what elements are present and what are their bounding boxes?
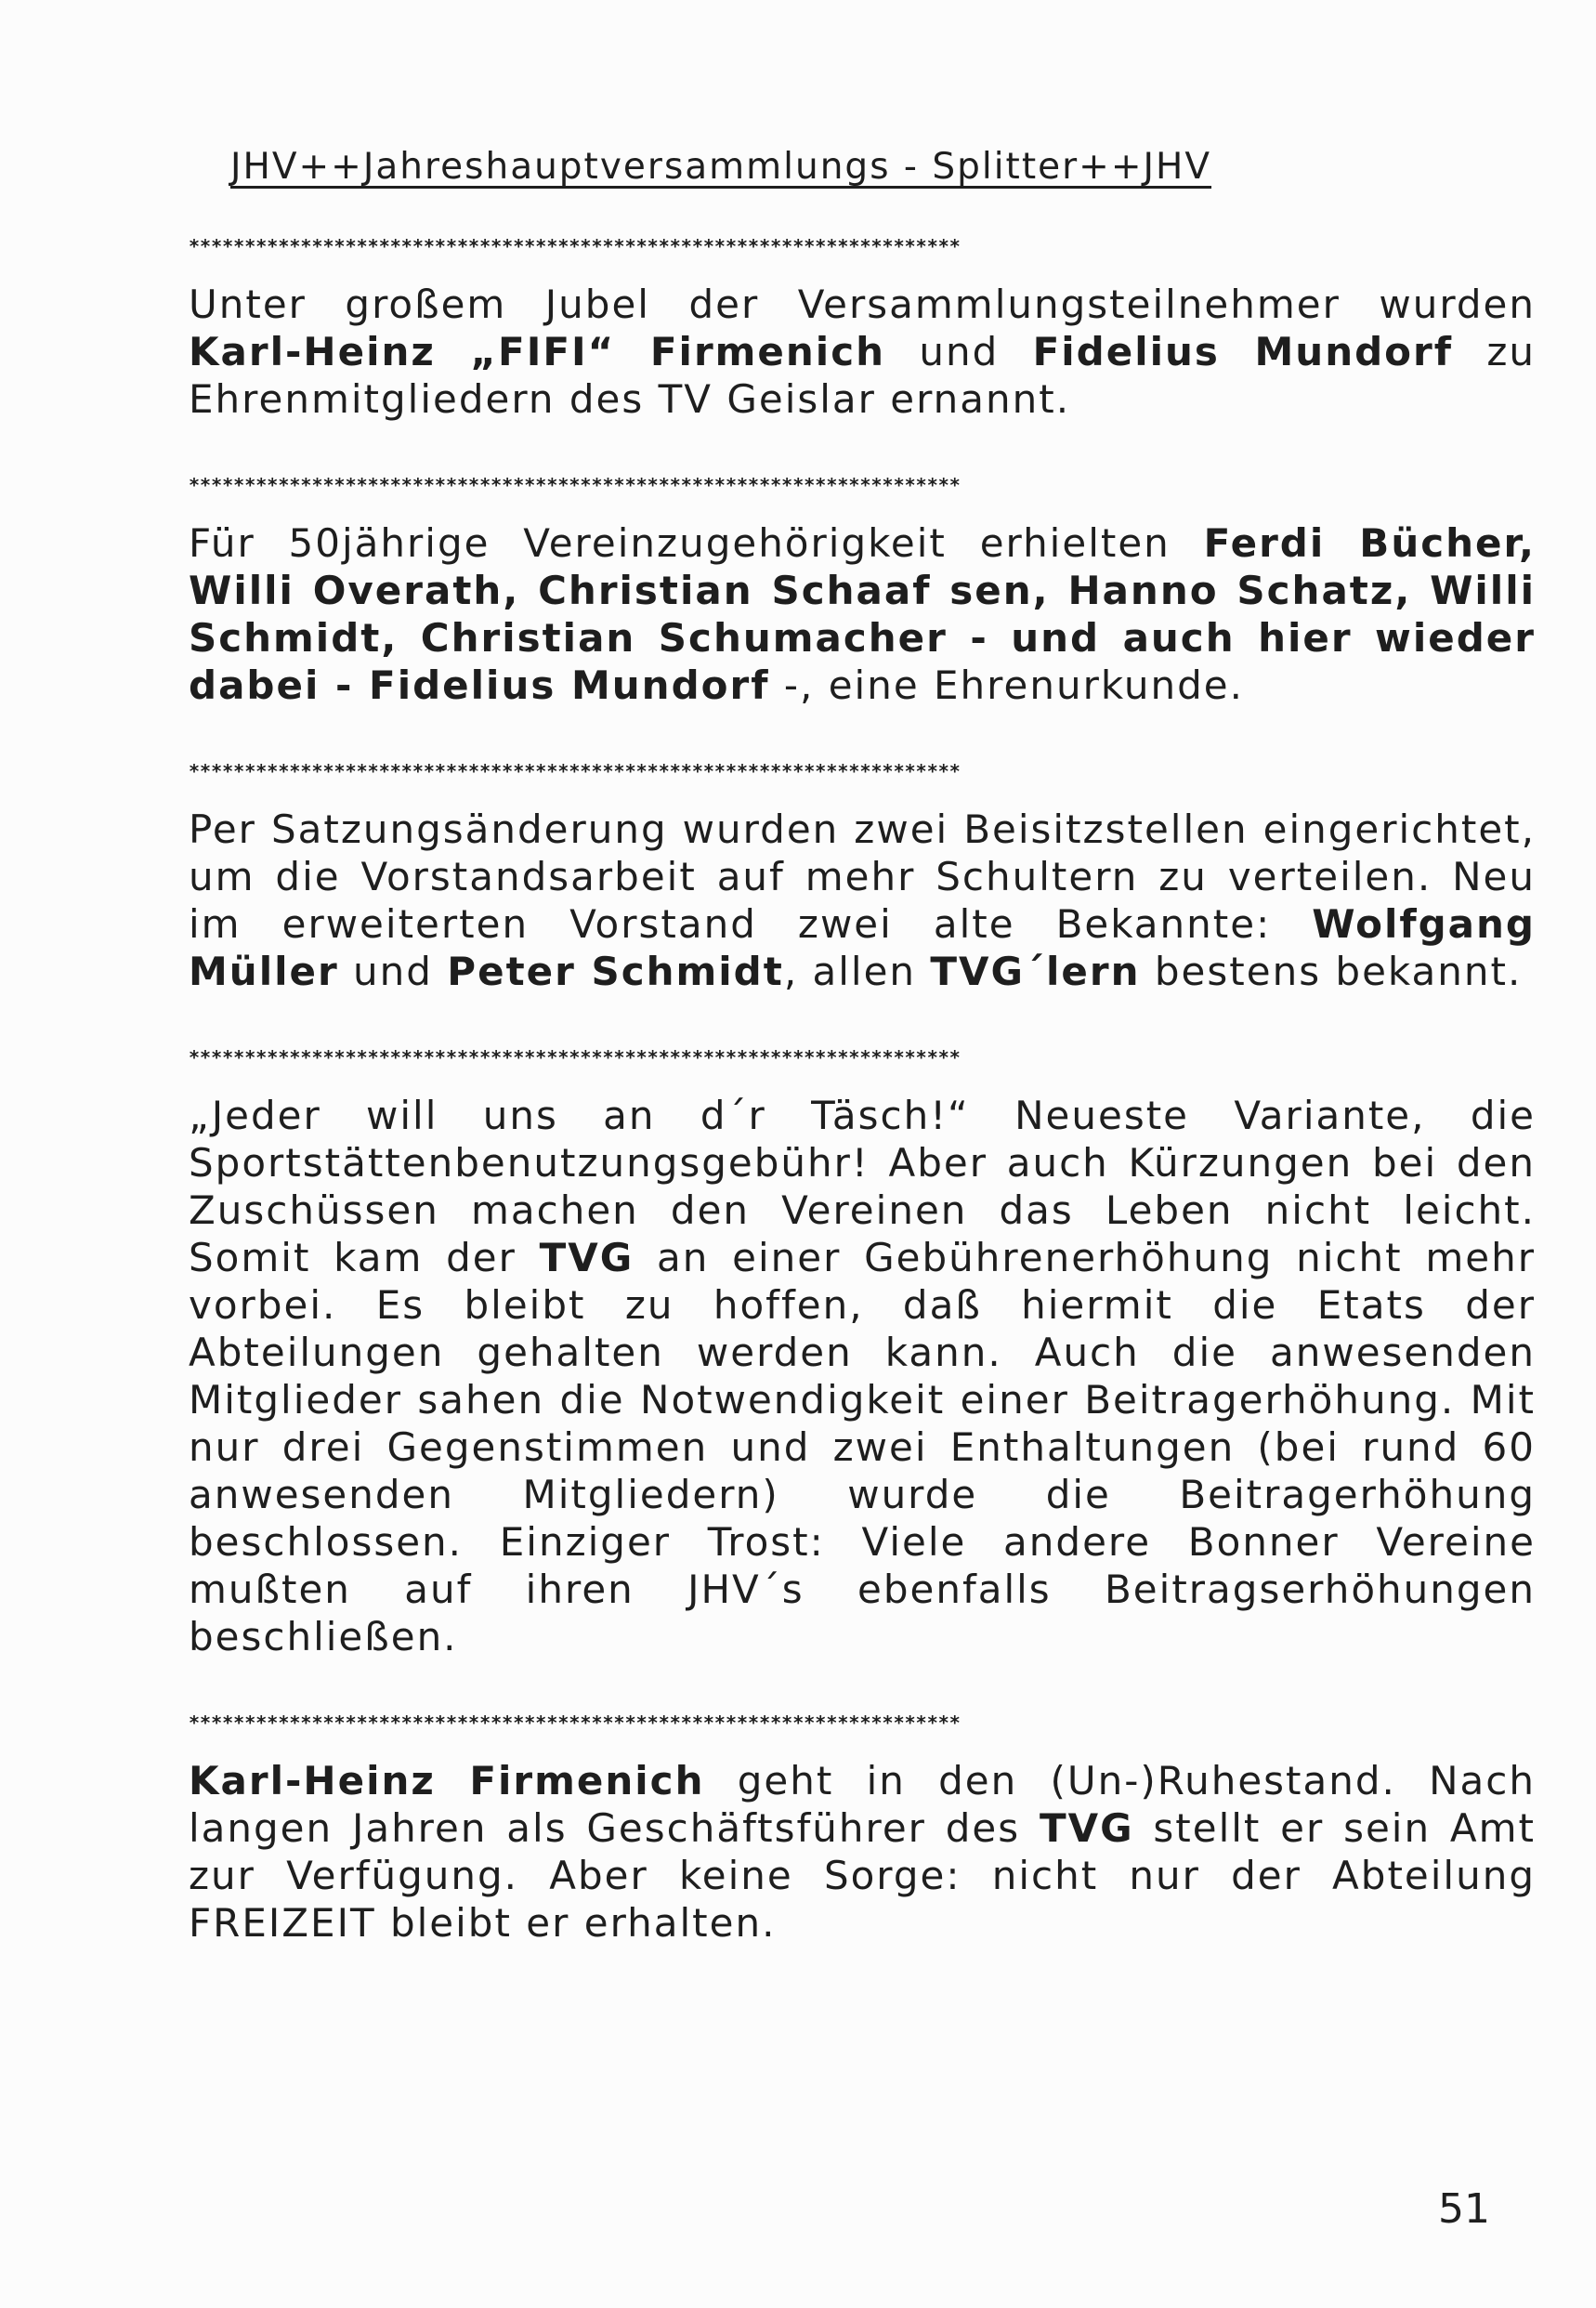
paragraph-honorary-members bbox=[189, 281, 1536, 423]
section-4 bbox=[189, 1043, 1540, 1660]
text-span: , allen bbox=[783, 949, 931, 994]
bold-name: Karl-Heinz Firmenich bbox=[189, 1758, 705, 1803]
text-span: zu Ehrenmitgliedern des TV Geislar ernannt. bbox=[189, 329, 1536, 422]
text-span: stellt er sein Amt zur Verfügung. Aber keine Sorge: nicht nur der Abteilung FREIZEIT bleibt er erhalten. bbox=[189, 1805, 1536, 1946]
text-span: Unter großem Jubel der Versammlungsteilnehmer wurden bbox=[189, 282, 1536, 327]
paragraph-50-years bbox=[189, 519, 1536, 709]
text-span: Per Satzungsänderung wurden zwei Beisitzstellen eingerichtet, um die Vorstandsarbeit auf mehr Schultern zu verteilen. Neu im erweiterten Vorstand zwei alte Bekannte: bbox=[189, 806, 1536, 947]
text-span: und bbox=[338, 949, 448, 994]
section-3 bbox=[189, 757, 1540, 995]
page-content bbox=[189, 139, 1540, 1947]
star-separator: ********************************************************************* bbox=[189, 760, 961, 782]
text-span: Für 50jährige Vereinzugehörigkeit erhielten bbox=[189, 520, 1204, 566]
bold-term: TVG bbox=[1039, 1805, 1134, 1851]
text-span: „Jeder will uns an d´r Täsch!“ Neueste Variante, die Sportstättenbenutzungsgebühr! Aber auch Kürzungen bei den Zuschüssen machen den Vereinen das Leben nicht leicht. Somit kam der bbox=[189, 1093, 1536, 1280]
page-title: JHV++Jahreshauptversammlungs - Splitter++JHV bbox=[230, 146, 1212, 188]
paragraph-board-changes bbox=[189, 806, 1536, 995]
star-separator: ********************************************************************* bbox=[189, 1711, 961, 1734]
section-2 bbox=[189, 471, 1540, 709]
text-span: bestens bekannt. bbox=[1140, 949, 1523, 994]
bold-name: Peter Schmidt bbox=[447, 949, 784, 994]
text-span: geht in den (Un-)Ruhestand. Nach langen Jahren als Geschäftsführer des bbox=[189, 1758, 1536, 1851]
section-5 bbox=[189, 1709, 1540, 1947]
section-1 bbox=[189, 232, 1540, 423]
paragraph-fee-increase bbox=[189, 1092, 1536, 1660]
bold-term: TVG bbox=[539, 1235, 634, 1280]
text-span: -, eine Ehrenurkunde. bbox=[769, 662, 1244, 708]
bold-name: Fidelius Mundorf bbox=[1032, 329, 1453, 374]
star-separator: ********************************************************************* bbox=[189, 474, 961, 496]
bold-term: TVG´lern bbox=[930, 949, 1141, 994]
bold-name: Wolfgang Müller bbox=[189, 901, 1536, 994]
text-span: und bbox=[885, 329, 1033, 374]
bold-names: Ferdi Bücher, Willi Overath, Christian Schaaf sen, Hanno Schatz, Willi Schmidt, Christian Schumacher - und auch hier wieder dabei - Fidelius Mundorf bbox=[189, 520, 1536, 708]
star-separator: ********************************************************************* bbox=[189, 1046, 961, 1069]
text-span: an einer Gebührenerhöhung nicht mehr vorbei. Es bleibt zu hoffen, daß hiermit die Etats der Abteilungen gehalten werden kann. Auch die anwesenden Mitglieder sahen die Notwendigkeit einer Beitragerhöhung. Mit nur drei Gegenstimmen und zwei Enthaltungen (bei rund 60 anwesenden Mitgliedern) wurde die Beitragerhöhung beschlossen. Einziger Trost: Viele andere Bonner Vereine mußten auf ihren JHV´s ebenfalls Beitragserhöhungen beschließen. bbox=[189, 1235, 1536, 1659]
bold-name: Karl-Heinz „FIFI“ Firmenich bbox=[189, 329, 885, 374]
page-number: 51 bbox=[1438, 2185, 1490, 2233]
star-separator: ********************************************************************* bbox=[189, 235, 961, 257]
paragraph-retirement bbox=[189, 1757, 1536, 1947]
